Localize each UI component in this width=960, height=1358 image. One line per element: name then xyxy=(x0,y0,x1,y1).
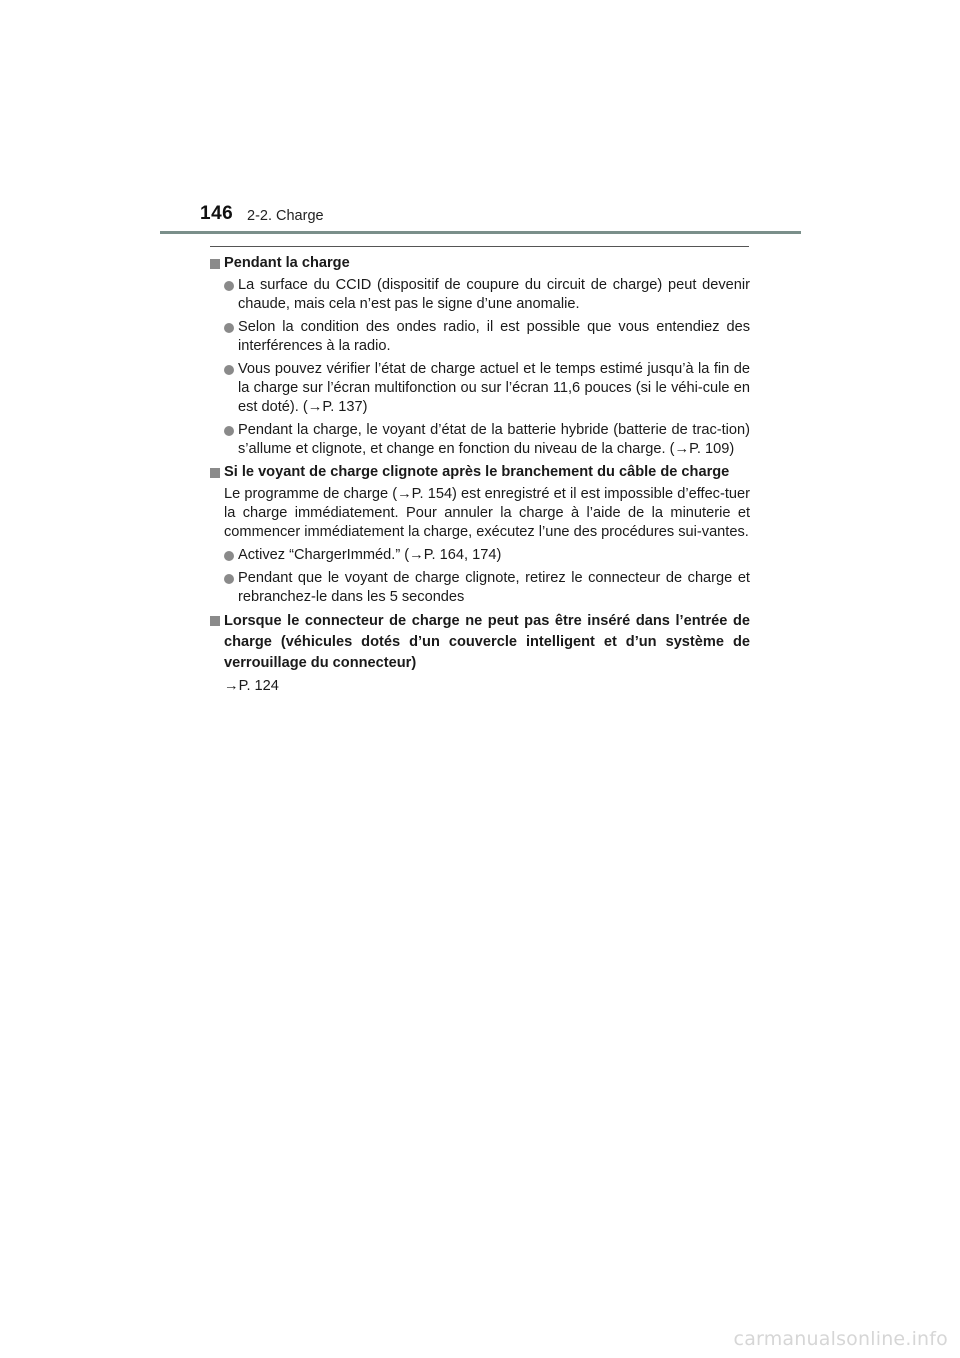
list-item xyxy=(210,569,750,607)
list-item-text: Selon la condition des ondes radio, il est possible que vous entendiez des interférences à la radio. xyxy=(238,319,750,354)
page-reference: →P. 124 xyxy=(224,678,279,694)
list-item-text: Pendant la charge, le voyant d’état de la batterie hybride (batterie de trac-tion) s’allume et clignote, et change en fonction du niveau de la charge. (→P. 109) xyxy=(238,422,750,457)
section-heading-indicator-flashing xyxy=(210,463,750,482)
header-rule xyxy=(160,231,801,234)
square-bullet-icon xyxy=(210,468,220,478)
content-rule xyxy=(210,246,749,247)
list-item xyxy=(210,546,750,565)
list-item xyxy=(210,421,750,459)
circle-bullet-icon xyxy=(224,551,234,561)
list-item-text: Activez “ChargerImméd.” (→P. 164, 174) xyxy=(238,547,502,563)
circle-bullet-icon xyxy=(224,574,234,584)
list-item-text: Vous pouvez vérifier l’état de charge actuel et le temps estimé jusqu’à la fin de la charge sur l’écran multifonction ou sur l’écran 11,6 pouces (si le véhi-cule en est doté). (→P. 137) xyxy=(238,361,750,415)
square-bullet-icon xyxy=(210,259,220,269)
circle-bullet-icon xyxy=(224,365,234,375)
list-item xyxy=(210,360,750,417)
section-title: 2-2. Charge xyxy=(247,208,324,224)
section-paragraph: Le programme de charge (→P. 154) est enregistré et il est impossible d’effec-tuer la charge immédiatement. Pour annuler la charge à l’aide de la minuterie et commencer immédiatement la charge, exécutez l’une des procédures sui-vantes. xyxy=(224,486,750,540)
list-item-text: La surface du CCID (dispositif de coupure du circuit de charge) peut devenir chaude, mais cela n’est pas le signe d’une anomalie. xyxy=(238,277,750,312)
section-heading-charging xyxy=(210,254,750,273)
square-bullet-icon xyxy=(210,616,220,626)
list-item xyxy=(210,318,750,356)
section-heading-connector xyxy=(210,611,750,674)
circle-bullet-icon xyxy=(224,281,234,291)
heading-text: Lorsque le connecteur de charge ne peut pas être inséré dans l’entrée de charge (véhicules dotés d’un couvercle intelligent et d’un système de verrouillage du connecteur) xyxy=(224,613,750,671)
watermark: carmanualsonline.info xyxy=(733,1328,948,1350)
list-item xyxy=(210,276,750,314)
list-item-text: Pendant que le voyant de charge clignote, retirez le connecteur de charge et rebranchez-le dans les 5 secondes xyxy=(238,570,750,605)
page-number: 146 xyxy=(200,203,234,224)
circle-bullet-icon xyxy=(224,323,234,333)
content-body xyxy=(210,254,750,696)
circle-bullet-icon xyxy=(224,426,234,436)
heading-text: Pendant la charge xyxy=(224,255,350,271)
heading-text: Si le voyant de charge clignote après le branchement du câble de charge xyxy=(224,464,730,480)
